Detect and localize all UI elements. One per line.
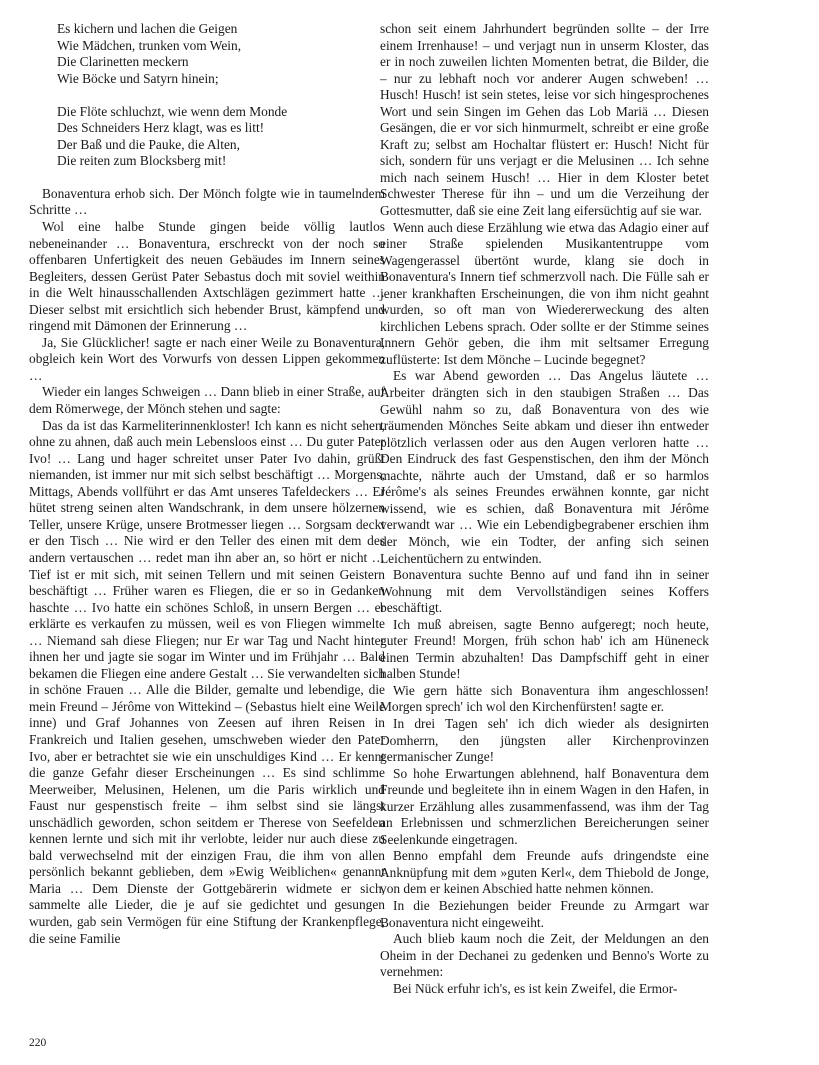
paragraph: Auch blieb kaum noch die Zeit, der Meldungen an den Oheim in der Dechanei zu gedenken und Benno's Worte zu vernehmen: <box>380 931 709 980</box>
paragraph-continued: schon seit einem Jahrhundert begründen sollte – der Irre einem Irrenhause! – und verjagt nun in unserm Kloster, das er in noch zuweilen lichten Momenten betrat, die Bilder, die – nur zu lebhaft noch vor anderer Augen schweben! … Husch! Husch! ist sein stetes, leise vor sich hingesprochenes Wort und sein Singen im Gehen das Lob Mariä … Diesen Gesängen, die er vor sich hinmurmelt, schreibt er eine große Kraft zu; selbst am Hochaltar flüstert er: Husch! Nicht für sich, sondern für uns verjagt er die Melusinen … Ich sehne mich nach seinem Husch! … Hier in dem Kloster betet Schwester Therese für ihn – und um die Verzeihung der Gottesmutter, daß sie eine Zeit lang eifersüchtig auf sie war. <box>380 21 709 219</box>
poem-line: Der Baß und die Pauke, die Alten, <box>57 136 240 152</box>
poem-line: Wie Böcke und Satyrn hinein; <box>57 70 219 86</box>
poem-line: Die Flöte schluchzt, wie wenn dem Monde <box>57 103 288 119</box>
paragraph: In die Beziehungen beider Freunde zu Armgart war Bonaventura nicht eingeweiht. <box>380 897 709 930</box>
paragraph: Bonaventura erhob sich. Der Mönch folgte wie in taumelndem Schritte … <box>29 185 385 218</box>
paragraph: Wenn auch diese Erzählung wie etwa das Adagio einer auf einer Straße spielenden Musikantentruppe vom Wagengerassel übertönt wurde, klang sie doch in Bonaventura's Innern tief schmerzvoll nach. Die Fülle sah er jener krankhaften Erscheinungen, die von ihm nicht geahnt wurden, so oft man von Wiedererweckung des alten kirchlichen Lebens sprach. Oder sollte er der Stimme seines Innern Gehör geben, die ihm mit seltsamer Erregung zuflüsterte: Ist dem Mönche – Lucinde begegnet? <box>380 219 709 367</box>
paragraph: Ja, Sie Glücklicher! sagte er nach einer Weile zu Bonaventura, obgleich kein Wort des Vorwurfs von dessen Lippen gekommen … <box>29 334 385 383</box>
paragraph: Es war Abend geworden … Das Angelus läutete … Arbeiter drängten sich in den staubigen Straßen … Das Gewühl nahm so zu, daß Bonaventura von des wie träumenden Mönches Seite abkam und dieser ihn entweder plötzlich verlassen oder aus den Augen verloren hatte … Den Eindruck des fast Gespenstischen, den ihm der Mönch machte, nährte auch der Umstand, daß er so harmlos Jérôme's als seines Freundes erwähnen konnte, gar nicht wissend, wie es schien, daß Bonaventura mit Jérôme verwandt war … Wie ein Lebendigbegrabener erschien ihm der Mönch, wie ein Todter, der anfing sich seinen Leichentüchern zu entwinden. <box>380 368 709 566</box>
poem-line: Die Clarinetten meckern <box>57 54 189 70</box>
page-number: 220 <box>29 1037 47 1049</box>
left-column <box>29 21 385 947</box>
paragraph: In drei Tagen seh' ich dich wieder als designirten Domherrn, den jüngsten aller Kirchenprovinzen germanischer Zunge! <box>380 715 709 765</box>
poem-line: Wie Mädchen, trunken vom Wein, <box>57 37 242 53</box>
paragraph: Wieder ein langes Schweigen … Dann blieb in einer Straße, auf dem Römerwege, der Mönch stehen und sagte: <box>29 384 385 417</box>
paragraph: So hohe Erwartungen ablehnend, half Bonaventura dem Freunde und begleitete ihn in einem Wagen in den Hafen, in kurzer Erzählung alles zusammenfassend, was ihm der Tag an Erlebnissen und schmerzlichen Bereicherungen seiner Seelenkunde eingetragen. <box>380 765 709 847</box>
paragraph: Wie gern hätte sich Bonaventura ihm angeschlossen! Morgen sprech' ich wol den Kirchenfürsten! sagte er. <box>380 682 709 715</box>
poem-stanza-2 <box>57 104 385 170</box>
poem-line: Die reiten zum Blocksberg mit! <box>57 153 227 169</box>
poem-stanza-1 <box>57 21 385 87</box>
poem-line: Es kichern und lachen die Geigen <box>57 21 238 36</box>
poem-line: Des Schneiders Herz klagt, was es litt! <box>57 120 265 136</box>
poem <box>57 21 385 170</box>
paragraph: Ich muß abreisen, sagte Benno aufgeregt; noch heute, guter Freund! Morgen, früh schon hab' ich am Hüneneck einen Termin abzuhalten! Das Dampfschiff geht in einer halben Stunde! <box>380 616 709 682</box>
paragraph: Das da ist das Karmeliterinnenkloster! Ich kann es nicht sehen, ohne zu ahnen, daß auch mein Lebensloos einst … Du guter Pater Ivo! … Lang und hager schreitet unser Pater Ivo dahin, grüßt niemanden, ist immer nur mit sich selbst beschäftigt … Morgens, Mittags, Abends vollführt er das Amt unseres Tafeldeckers … Er hütet streng seinen alten Wandschrank, in dem unsere hölzernen Teller, unsere Krüge, unsere Brotmesser liegen … Sorgsam deckt er den Tisch … Nie wird er den Teller des einen mit dem des andern vertauschen … redet man ihn aber an, so hört er nicht … Tief ist er mit sich, mit seinen Tellern und mit seinen Geistern beschäftigt … Früher waren es Fliegen, die er so in Gedanken haschte … Ivo hatte ein schönes Schloß, in unsern Bergen … er erklärte es verkaufen zu müssen, weil es von Fliegen wimmelte … Niemand sah diese Fliegen; nur Er war Tag und Nacht hinter ihnen her und jagte sie sogar im Winter und im Frühjahr … Bald bekamen die Fliegen eine andere Gestalt … Sie verwandelten sich in schöne Frauen … Alle die Bilder, gemalte und lebendige, die mein Freund – Jérôme von Wittekind – (Sebastus hielt eine Weile inne) und Graf Johannes von Zeesen auf ihren Reisen in Frankreich und Italien gesehen, umschweben wieder den Pater Ivo, aber er betrachtet sie wie ein unschuldiges Kind … Er kennt die ganze Gefahr dieser Erscheinungen … Es sind schlimme Meerweiber, Melusinen, Helenen, um die Paris wirklich und Faust nur gespenstisch freite – ihm selbst sind sie längst unschädlich geworden, schon seitdem er Therese von Seefelden kennen lernte und sich mit ihr verlobte, leider nur auch diese zu bald verwechselnd mit der einzigen Frau, die ihm von allen persönlich bekannt geblieben, dem »Ewig Weiblichen« genannt Maria … Dem Dienste der Gottgebärerin widmete er sich, sammelte alle Lieder, die je auf sie gedichtet und gesungen wurden, gab sein Vermögen für eine Stiftung der Krankenpflege, die seine Familie <box>29 417 385 946</box>
paragraph: Wol eine halbe Stunde gingen beide völlig lautlos nebeneinander … Bonaventura, erschreckt von der noch so offenbaren Unfertigkeit des neuen Gebäudes im Innern seines Begleiters, dessen Gerüst Pater Sebastus doch mit soviel weithin in die Welt hinausschallenden Axtschlägen gezimmert hatte … Dieser selbst mit ersichtlich sich hebender Brust, kämpfend und ringend mit Dämonen der Erinnerung … <box>29 219 385 334</box>
paragraph: Bonaventura suchte Benno auf und fand ihn in seiner Wohnung mit dem Vervollständigen seines Koffers beschäftigt. <box>380 567 709 616</box>
paragraph: Benno empfahl dem Freunde aufs dringendste eine Anknüpfung mit dem »guten Kerl«, dem Thiebold de Jonge, von dem er keinen Abschied hatte nehmen können. <box>380 848 709 897</box>
paragraph: Bei Nück erfuhr ich's, es ist kein Zweifel, die Ermor- <box>393 980 678 996</box>
right-column <box>380 21 709 997</box>
